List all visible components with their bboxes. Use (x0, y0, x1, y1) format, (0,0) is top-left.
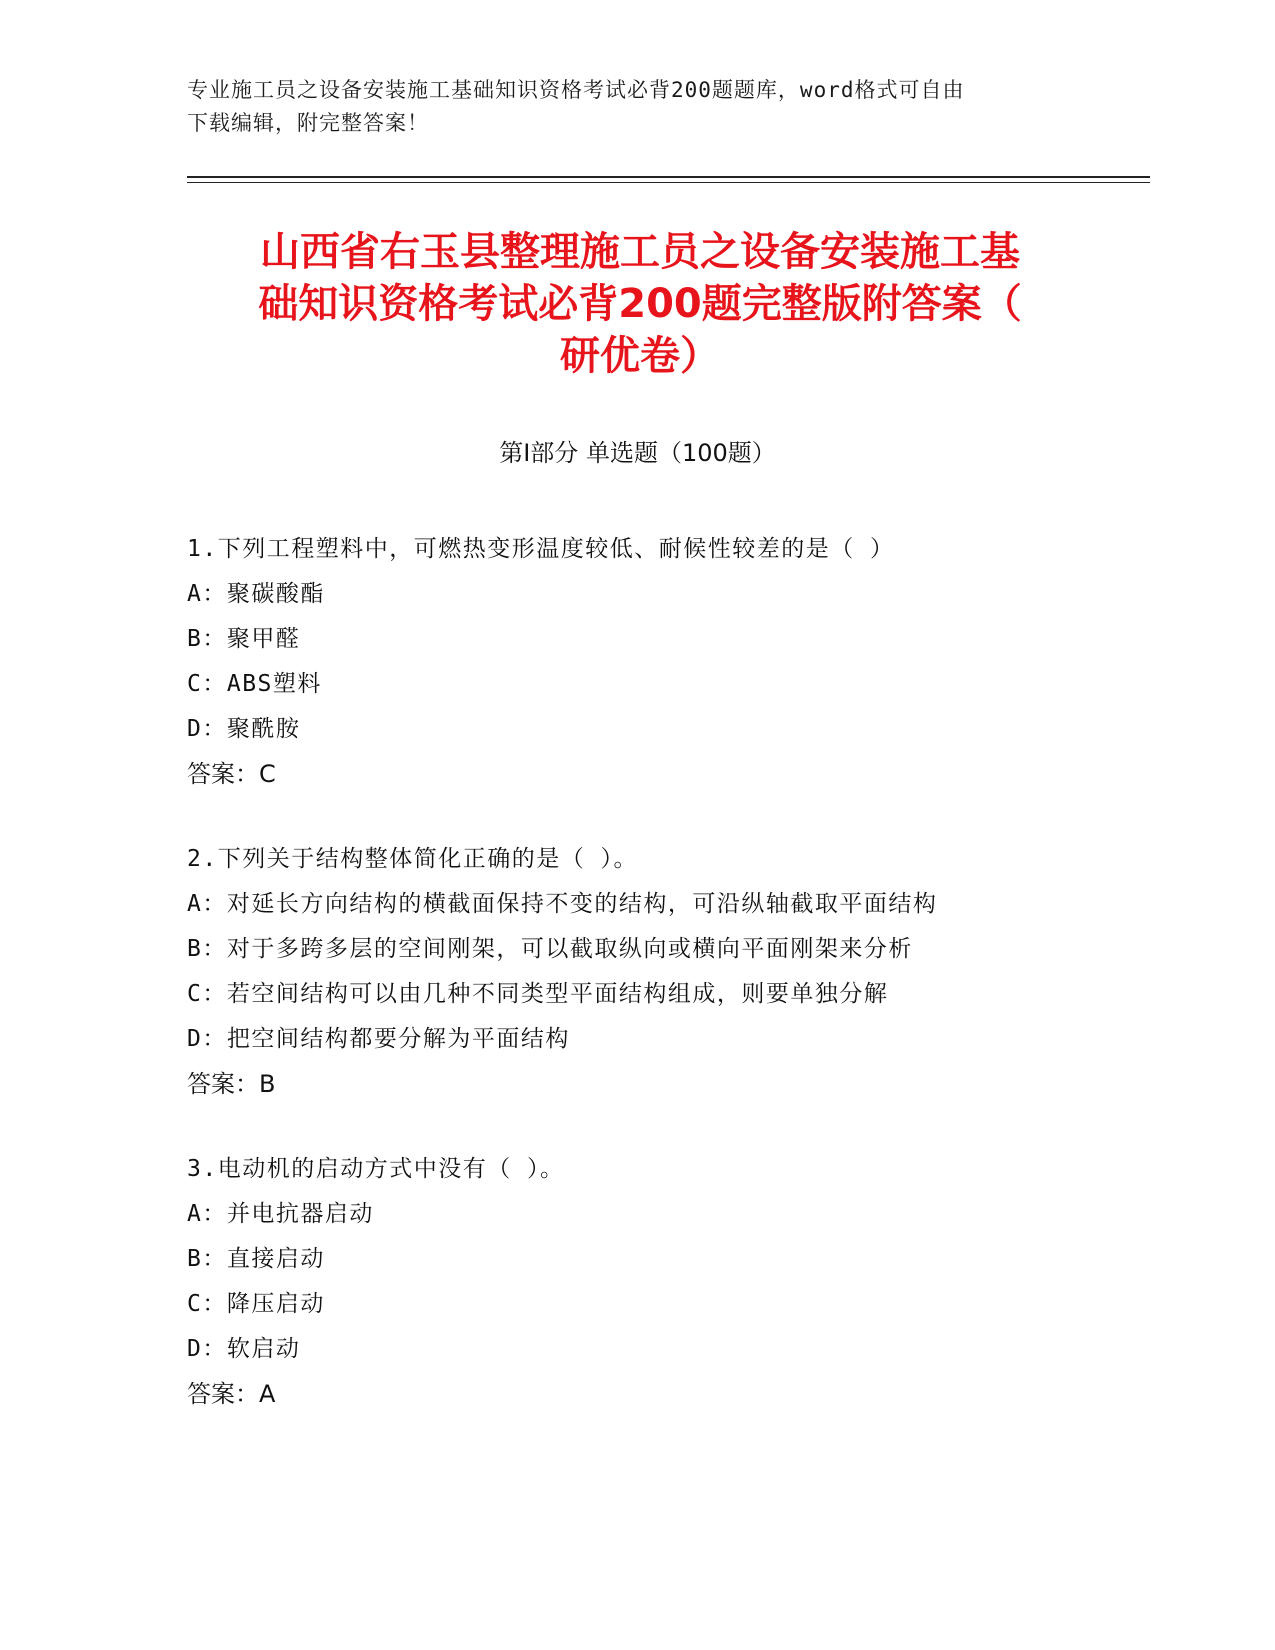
document-title (190, 226, 1090, 382)
document-title-line-3: 研优卷） (560, 333, 720, 379)
header-note-line-1: 专业施工员之设备安装施工基础知识资格考试必背200题题库，word格式可自由 (187, 78, 965, 102)
question-item (187, 1147, 1107, 1417)
option-d: D：聚酰胺 (187, 716, 301, 742)
section-heading: 第Ⅰ部分 单选题（100题） (499, 439, 776, 467)
option-d: D：把空间结构都要分解为平面结构 (187, 1026, 570, 1052)
question-item (187, 527, 1107, 797)
question-stem: 1.下列工程塑料中，可燃热变形温度较低、耐候性较差的是（ ） (187, 536, 895, 562)
answer-line: 答案：B (187, 1070, 276, 1098)
question-stem: 2.下列关于结构整体简化正确的是（ ）。 (187, 846, 639, 872)
option-a: A：对延长方向结构的横截面保持不变的结构，可沿纵轴截取平面结构 (187, 891, 938, 917)
question-list (187, 527, 1107, 1457)
header-divider-thin (187, 182, 1150, 183)
document-title-line-1: 山西省右玉县整理施工员之设备安装施工基 (260, 229, 1020, 275)
question-item (187, 837, 1107, 1107)
option-c: C：降压启动 (187, 1291, 325, 1317)
answer-line: 答案：A (187, 1380, 276, 1408)
option-a: A：聚碳酸酯 (187, 581, 325, 607)
document-title-line-2: 础知识资格考试必背200题完整版附答案（ (258, 281, 1022, 327)
option-b: B：聚甲醛 (187, 626, 301, 652)
option-d: D：软启动 (187, 1336, 301, 1362)
answer-line: 答案：C (187, 760, 276, 788)
option-b: B：直接启动 (187, 1246, 325, 1272)
option-a: A：并电抗器启动 (187, 1201, 374, 1227)
header-divider-thick (187, 176, 1150, 178)
question-stem: 3.电动机的启动方式中没有（ ）。 (187, 1156, 565, 1182)
header-note-line-2: 下载编辑，附完整答案！ (187, 111, 429, 135)
header-note (187, 74, 1087, 140)
option-c: C：若空间结构可以由几种不同类型平面结构组成，则要单独分解 (187, 981, 889, 1007)
option-b: B：对于多跨多层的空间刚架，可以截取纵向或横向平面刚架来分析 (187, 936, 913, 962)
option-c: C：ABS塑料 (187, 671, 322, 697)
